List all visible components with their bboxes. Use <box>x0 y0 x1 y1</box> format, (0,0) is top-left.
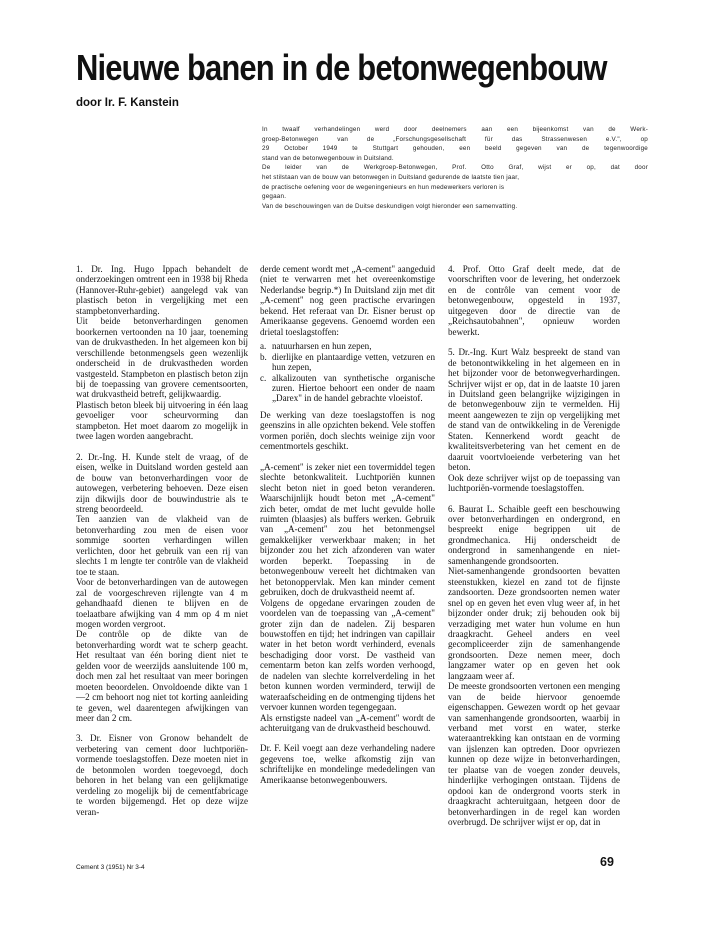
column-2-lead-paragraph: derde cement wordt met „A-cement" aangeduid (niet te verwarren met het overeenkomstige Nederlandse begrip.*) In Duitsland zijn met dit „A-cement" nog geen practische ervaringen bekend. Het referaat van Dr. Eisner berust op Amerikaanse gegevens. Genoemd worden een drietal toeslagstoffen: <box>260 264 435 337</box>
column-1-paragraph: 3. Dr. Eisner von Gronow behandelt de verbetering van cement door luchtporiën-vormende toeslagstoffen. Deze moeten niet in de betonmolen worden toegevoegd, doch behoren in het belang van een gelijkmatige verdeling zo mogelijk bij de cementfabricage te worden bijgemengd. Het op deze wijze veran- <box>76 733 248 817</box>
intro-line: gegaan. <box>262 193 287 201</box>
intro-line: In twaalf verhandelingen werd door deelnemers aan een bijeenkomst van de Werk- <box>262 126 648 133</box>
text-column-3 <box>448 264 620 828</box>
list-marker: a. <box>260 341 267 352</box>
intro-line: Van de beschouwingen van de Duitse deskundigen volgt hieronder een samenvatting. <box>262 202 518 210</box>
column-2-paragraph: „A-cement" is zeker niet een tovermiddel tegen slechte betonkwaliteit. Luchtporiën kunnen slecht beton niet in goed beton veranderen. Waarschijnlijk houdt beton met „A-cement" zich beter, omdat de met lucht gevulde holle ruimten (blaasjes) als buffers werken. Gebruik van „A-cement" zou het betonmengsel gemakkelijker verwerkbaar maken; in het bijzonder zou het zich afzonderen van water worden beperkt. Toepassing in de betonwegenbouw vereelt het dichtmaken van het betonoppervlak. Men kan minder cement gebruiken, doch de drukvastheid neemt af. <box>260 461 435 598</box>
column-1-paragraph: Uit beide betonverhardingen genomen boorkernen vertoonden na 10 jaar, toeneming van de drukvastheden. In het algemeen kon bij verschillende betonmengsels geen wezenlijk onderscheid in de drukvastheden worden vastgesteld. Stampbeton en plastisch beton zijn bij de toepassing van grovere cementsoorten, wat drukvastheid betreft, gelijkwaardig. <box>76 316 248 400</box>
column-1-paragraph: Plastisch beton bleek bij uitvoering in één laag gevoeliger voor scheurvorming dan stampbeton. Het moet daarom zo mogelijk in twee lagen worden aangebracht. <box>76 399 248 442</box>
page-number: 69 <box>600 855 614 869</box>
additive-list <box>260 341 435 404</box>
column-3-paragraph: Niet-samenhangende grondsoorten bevatten steenstukken, kiezel en zand tot de fijnste zandsoorten. Deze grondsoorten nemen water snel op en geven het even vlug weer af, in het bijzonder onder druk; zij behouden ook bij verzadiging met water hun volume en hun draagkracht. Geheel anders en veel gecompliceerder zijn de samenhangende grondsoorten. Deze nemen meer, doch langzamer water op en geven het ook langzaam weer af. <box>448 566 620 681</box>
column-2-paragraph: Volgens de opgedane ervaringen zouden de voordelen van de toepassing van „A-cement" groter zijn dan de nadelen. Zij besparen bouwstoffen en tijd; het indringen van capillair water in het beton wordt verhinderd, evenals beschadiging door vorst. De vastheid van cementarm beton kan zelfs worden verhoogd, de nadelen van slechte korrelverdeling in het beton kunnen worden verminderd, terwijl de wateraafscheiding en de ontmenging tijdens het vervoer kunnen worden tegengegaan. <box>260 597 435 713</box>
intro-line: stand van de betonwegenbouw in Duitsland. <box>262 154 394 162</box>
list-item-text: natuurharsen en hun zepen, <box>272 341 372 352</box>
list-item-text: alkalizouten van synthetische organische zuren. Hiertoe behoort een onder de naam „Darex" in de handel gebrachte vloeistof. <box>272 372 435 404</box>
list-marker: c. <box>260 372 267 383</box>
article-byline: door Ir. F. Kanstein <box>76 97 179 109</box>
journal-reference: Cement 3 (1951) Nr 3-4 <box>76 864 145 871</box>
column-1-paragraph: 1. Dr. Ing. Hugo Ippach behandelt de onderzoekingen omtrent een in 1938 bij Rheda (Hannover-Ruhr-gebiet) aangelegd vak van plastisch beton in vergelijking met een stampbetonverharding. <box>76 264 248 316</box>
column-1-paragraph: Ten aanzien van de vlakheid van de betonverharding zou men de eisen voor sommige soorten verhardingen willen verlichten, door het gebruik van een rij van slechts 1 m lengte ter contrôle van de vlakheid toe te staan. <box>76 514 248 577</box>
additive-list-item <box>260 373 435 404</box>
intro-line: de practische oefening voor de wegeningenieurs en hun medewerkers verloren is <box>262 183 505 191</box>
column-3-paragraph: 6. Baurat L. Schaible geeft een beschouwing over betonverhardingen en ondergrond, en bespreekt enige begrippen uit de grondmechanica. Hij onderscheidt de ondergrond in samenhangende en niet-samenhangende grondsoorten. <box>448 503 620 566</box>
column-3-paragraph: De meeste grondsoorten vertonen een menging van de beide hiervoor genoemde eigenschappen. Gewezen wordt op het gevaar van samenhangende grondsoorten, waarbij in verband met vorst en water, sterke wateraantrekking kan ontstaan en de vorming van ijslenzen kan optreden. Door opvriezen kunnen op deze wijze in betonverhardingen, ter plaatse van de voegen zonder deuvels, hinderlijke verhogingen ontstaan. Tijdens de opdooi kan de ondergrond voorts sterk in draagkracht achteruitgaan, hetgeen door de betonverhardingen in de regel kan worden overbrugd. De schrijver wijst er op, dat in <box>448 681 620 828</box>
column-2-paragraph: Dr. F. Keil voegt aan deze verhandeling nadere gegevens toe, welke afkomstig zijn van schriftelijke en mondelinge mededelingen van Amerikaanse betonwegenbouwers. <box>260 743 435 785</box>
additive-list-item <box>260 352 435 373</box>
column-1-paragraph: Voor de betonverhardingen van de autowegen zal de voorgeschreven rijlengte van 4 m gehandhaafd dienen te blijven en de toelaatbare afwijking van 4 mm op 4 m niet mogen worden vergroot. <box>76 577 248 629</box>
intro-line: het stilstaan van de bouw van betonwegen in Duitsland gedurende de laatste tien jaar, <box>262 173 520 181</box>
list-marker: b. <box>260 351 267 362</box>
article-intro <box>262 125 648 211</box>
column-3-paragraph: Ook deze schrijver wijst op de toepassing van luchtporiën-vormende toeslagstoffen. <box>448 472 620 494</box>
column-2-paragraph: De werking van deze toeslagstoffen is nog geenszins in alle opzichten bekend. Vele stoffen vormen poriën, doch slechts weinige zijn voor cementmortels geschikt. <box>260 409 435 452</box>
column-1-paragraph: De contrôle op de dikte van de betonverharding wordt wat te scherp geacht. Het resultaat van één boring dient niet te gelden voor de weerzijds aansluitende 100 m, doch men zal het resultaat van meer boringen moeten beoordelen. Onvoldoende dikte van 1—2 cm behoort nog niet tot korting aanleiding te geven, wel daarentegen afwijkingen van meer dan 2 cm. <box>76 629 248 724</box>
intro-line: groep-Betonwegen van de „Forschungsgesellschaft für das Strassenwesen e.V.", op <box>262 135 648 143</box>
column-1-paragraph: 2. Dr.-Ing. H. Kunde stelt de vraag, of de eisen, welke in Duitsland worden gesteld aan de bouw van betonverhardingen voor de autowegen, verbetering behoeven. Deze eisen zijn dikwijls door de bouwindustrie als te streng beoordeeld. <box>76 451 248 514</box>
text-column-1 <box>76 264 248 817</box>
column-3-paragraph: 4. Prof. Otto Graf deelt mede, dat de voorschriften voor de levering, het onderzoek en de contrôle van cement voor de betonwegenbouw, opgesteld in 1937, uitgegeven door de directie van de „Reichsautobahnen", opnieuw worden bewerkt. <box>448 264 620 337</box>
intro-line: 29 October 1949 te Stuttgart gehouden, een beeld gegeven van de tegenwoordige <box>262 145 648 153</box>
list-item-text: dierlijke en plantaardige vetten, vetzuren en hun zepen, <box>272 351 435 373</box>
article-title: Nieuwe banen in de betonwegenbouw <box>76 47 607 88</box>
column-2-paragraph: Als ernstigste nadeel van „A-cement" wordt de achteruitgang van de drukvastheid beschouwd. <box>260 712 435 734</box>
intro-line: De leider van de Werkgroep-Betonwegen, Prof. Otto Graf, wijst er op, dat door <box>262 164 648 172</box>
column-3-paragraph: 5. Dr.-Ing. Kurt Walz bespreekt de stand van de betonontwikkeling in het algemeen en in het bijzonder voor de betonwegverhardingen. Schrijver wijst er op, dat in de laatste 10 jaren in Duitsland geen belangrijke wijzigingen in de betonwegenbouw zijn te vermelden. Hij meent aangewezen te zijn op vergelijking met de stand van de ontwikkeling in de Verenigde Staten. Kennerkend wordt geacht de kwaliteitsverbetering van het cement en de daaruit voortvloeiende verbetering van het beton. <box>448 347 620 473</box>
additive-list-item <box>260 341 435 351</box>
text-column-2 <box>260 264 435 785</box>
column-2-body <box>260 410 435 785</box>
